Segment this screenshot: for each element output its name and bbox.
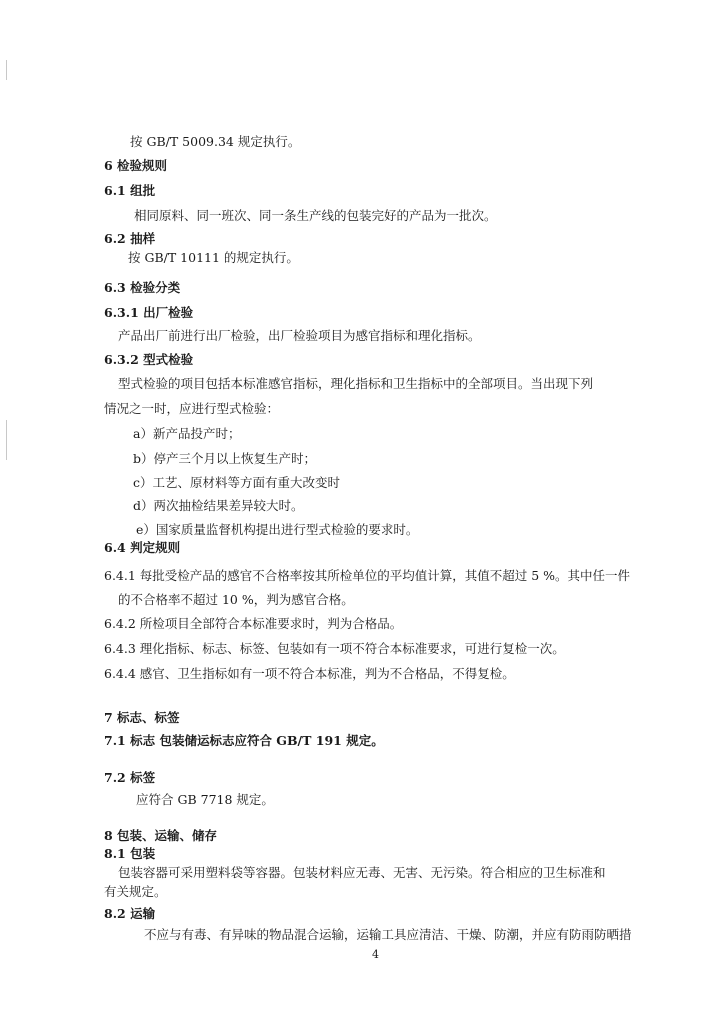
text-line: 情况之一时，应进行型式检验： — [104, 401, 280, 416]
subsection-heading: 6.3 检验分类 — [104, 280, 181, 295]
subsection-heading: 6.3.1 出厂检验 — [104, 305, 194, 320]
list-item: a）新产品投产时； — [133, 426, 241, 441]
subsection-heading: 6.1 组批 — [104, 183, 156, 198]
text-line: 有关规定。 — [104, 884, 167, 899]
subsection-heading: 8.2 运输 — [104, 906, 156, 921]
page-number: 4 — [372, 948, 379, 961]
section-heading: 6 检验规则 — [104, 158, 168, 173]
text-line: 相同原料、同一班次、同一条生产线的包装完好的产品为一批次。 — [134, 208, 497, 223]
text-line: 按 GB/T 5009.34 规定执行。 — [130, 134, 301, 149]
text-line: 产品出厂前进行出厂检验，出厂检验项目为感官指标和理化指标。 — [118, 328, 481, 343]
subsection-heading: 7.2 标签 — [104, 770, 156, 785]
section-heading: 7 标志、标签 — [104, 710, 180, 725]
text-line: 6.4.4 感官、卫生指标如有一项不符合本标准，判为不合格品，不得复检。 — [104, 666, 515, 681]
subsection-heading: 8.1 包装 — [104, 846, 156, 861]
scan-edge-mark — [6, 420, 7, 460]
subsection-heading: 7.1 标志 包装储运标志应符合 GB/T 191 规定。 — [104, 733, 384, 748]
text-line: 6.4.3 理化指标、标志、标签、包装如有一项不符合本标准要求，可进行复检一次。 — [104, 641, 565, 656]
list-item: e）国家质量监督机构提出进行型式检验的要求时。 — [136, 522, 419, 537]
text-line: 应符合 GB 7718 规定。 — [136, 792, 274, 807]
scan-edge-mark — [6, 60, 7, 80]
text-line: 包装容器可采用塑料袋等容器。包装材料应无毒、无害、无污染。符合相应的卫生标准和 — [118, 865, 606, 880]
text-line: 不应与有毒、有异味的物品混合运输，运输工具应清洁、干燥、防潮，并应有防雨防晒措 — [144, 927, 632, 942]
subsection-heading: 6.3.2 型式检验 — [104, 352, 194, 367]
subsection-heading: 6.2 抽样 — [104, 231, 156, 246]
text-line: 型式检验的项目包括本标准感官指标，理化指标和卫生指标中的全部项目。当出现下列 — [118, 376, 594, 391]
list-item: c）工艺、原材料等方面有重大改变时 — [133, 475, 341, 490]
section-heading: 8 包装、运输、储存 — [104, 828, 218, 843]
list-item: d）两次抽检结果差异较大时。 — [133, 498, 304, 513]
text-line: 的不合格率不超过 10 %，判为感官合格。 — [118, 592, 354, 607]
text-line: 6.4.2 所检项目全部符合本标准要求时，判为合格品。 — [104, 616, 403, 631]
list-item: b）停产三个月以上恢复生产时； — [133, 451, 317, 466]
subsection-heading: 6.4 判定规则 — [104, 540, 181, 555]
text-line: 按 GB/T 10111 的规定执行。 — [128, 250, 299, 265]
text-line: 6.4.1 每批受检产品的感官不合格率按其所检单位的平均值计算，其值不超过 5 %。其中任一件 — [104, 568, 631, 583]
